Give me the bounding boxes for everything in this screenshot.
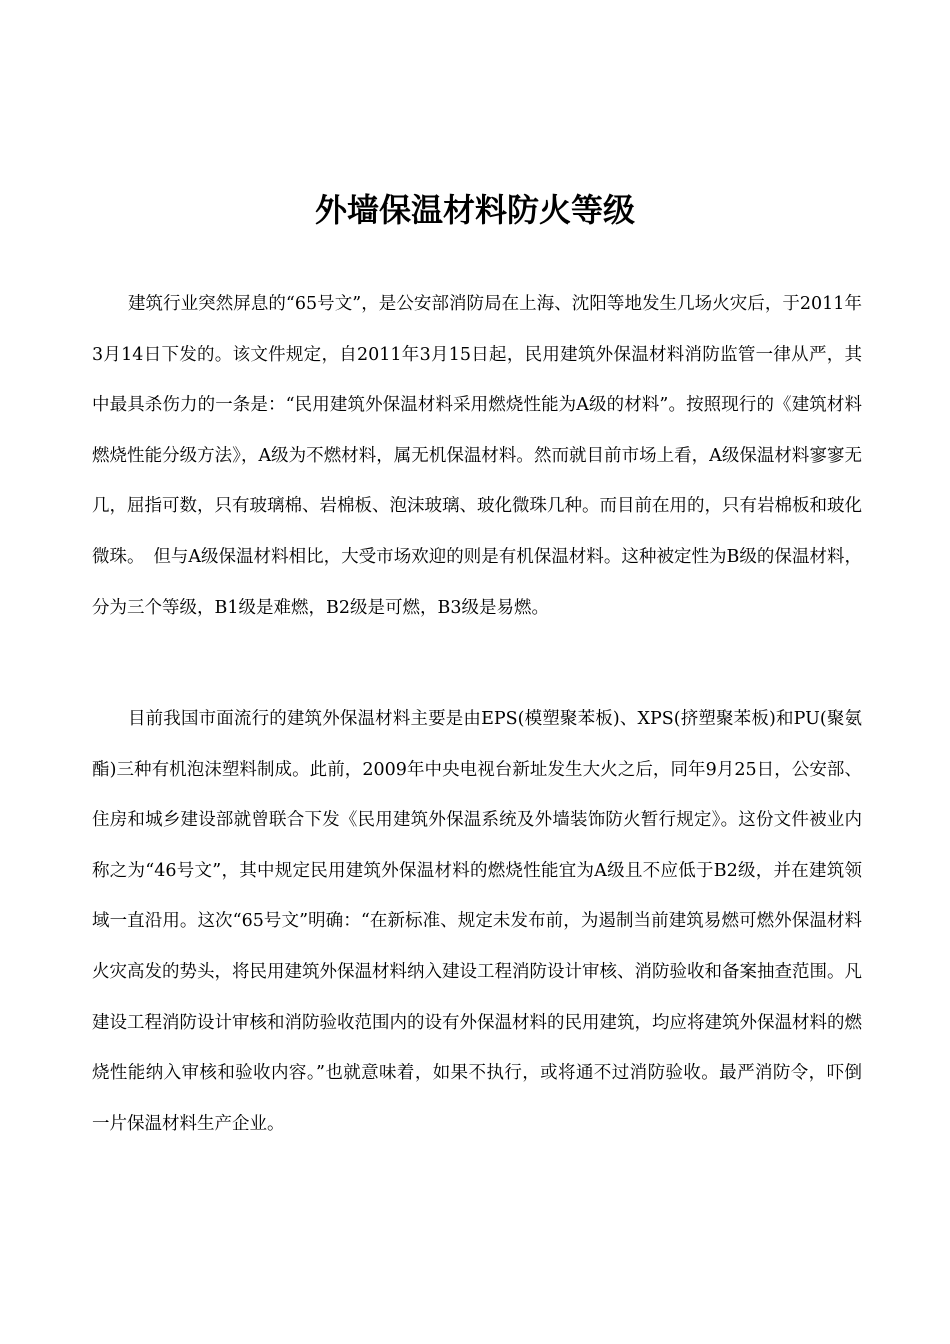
body-paragraph-1: 建筑行业突然屏息的“65号文”，是公安部消防局在上海、沈阳等地发生几场火灾后，于2011年3月14日下发的。该文件规定，自2011年3月15日起，民用建筑外保温材料消防监管一律从严，其中最具杀伤力的一条是：“民用建筑外保温材料采用燃烧性能为A级的材料”。按照现行的《建筑材料燃烧性能分级方法》，A级为不燃材料，属无机保温材料。然而就目前市场上看，A级保温材料寥寥无几，屈指可数，只有玻璃棉、岩棉板、泡沫玻璃、玻化微珠几种。而目前在用的，只有岩棉板和玻化微珠。 但与A级保温材料相比，大受市场欢迎的则是有机保温材料。这种被定性为B级的保温材料，分为三个等级，B1级是难燃，B2级是可燃，B3级是易燃。 <box>92 294 862 618</box>
page-title: 外墙保温材料防火等级 <box>314 191 635 229</box>
body-paragraph-2: 目前我国市面流行的建筑外保温材料主要是由EPS(模塑聚苯板)、XPS(挤塑聚苯板)和PU(聚氨酯)三种有机泡沫塑料制成。此前，2009年中央电视台新址发生大火之后，同年9月25日，公安部、住房和城乡建设部就曾联合下发《民用建筑外保温系统及外墙装饰防火暂行规定》。这份文件被业内称之为“46号文”，其中规定民用建筑外保温材料的燃烧性能宜为A级且不应低于B2级，并在建筑领域一直沿用。这次“65号文”明确：“在新标准、规定未发布前，为遏制当前建筑易燃可燃外保温材料火灾高发的势头，将民用建筑外保温材料纳入建设工程消防设计审核、消防验收和备案抽查范围。凡建设工程消防设计审核和消防验收范围内的设有外保温材料的民用建筑，均应将建筑外保温材料的燃烧性能纳入审核和验收内容。”也就意味着，如果不执行，或将通不过消防验收。最严消防令，吓倒一片保温材料生产企业。 <box>92 709 862 1134</box>
